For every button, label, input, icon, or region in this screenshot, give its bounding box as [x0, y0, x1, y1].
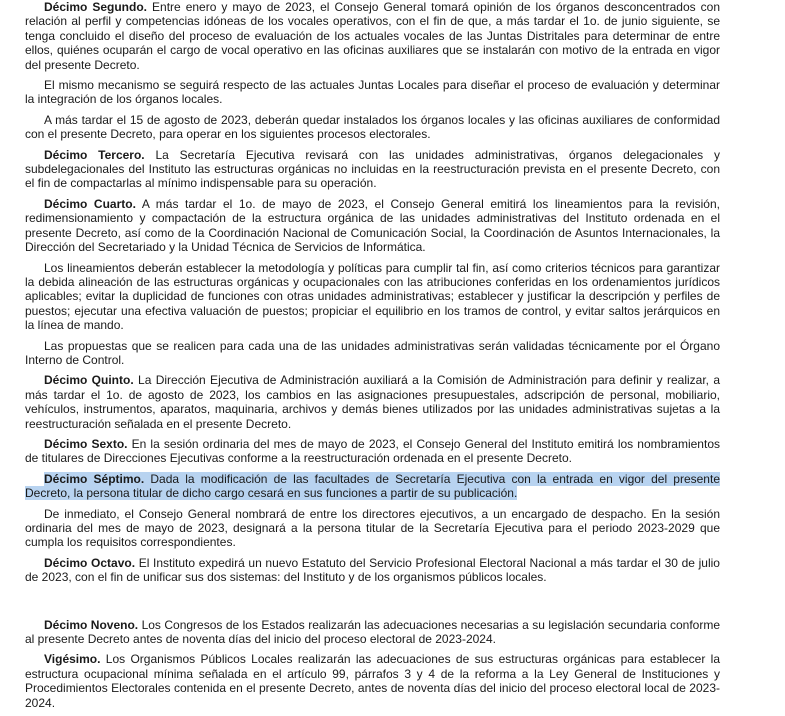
paragraph-decimo-octavo [25, 556, 720, 585]
paragraph-lead: Décimo Cuarto. [44, 196, 136, 211]
paragraph-lead: Vigésimo. [44, 652, 101, 667]
paragraph-decimo-septimo-selected[interactable] [25, 472, 720, 501]
paragraph-decimo-cuarto [25, 197, 720, 255]
paragraph-text: De inmediato, el Consejo General nombrará de entre los directores ejecutivos, a un encargado de despacho. En la sesión ordinaria del mes de mayo de 2023, designará a la persona titular de la Secretaría Ejecutiva para el periodo 2023-2029 que cumpla los requisitos correspondientes. [25, 506, 720, 550]
paragraph-text: Los Congresos de los Estados realizarán las adecuaciones necesarias a su legislación secundaria conforme al presente Decreto antes de noventa días del inicio del proceso electoral de 2023-2024. [25, 617, 720, 647]
paragraph-text: Los lineamientos deberán establecer la metodología y políticas para cumplir tal fin, así como criterios técnicos para garantizar la debida alineación de las estructuras orgánicas y ocupacionales con las atribuciones conferidas en los ordenamientos jurídicos aplicables; evitar la duplicidad de funciones con otras unidades administrativas; establecer y justificar la descripción y perfiles de puestos; ejecutar una efectiva valuación de puestos; propiciar el equilibrio en los tramos de control, y evitar saltos jerárquicos en la línea de mando. [25, 260, 720, 333]
paragraph-decimo-cuarto-cont-1 [25, 261, 720, 333]
paragraph-text: La Secretaría Ejecutiva revisará con las unidades administrativas, órganos delegacionales y subdelegacionales del Instituto las estructuras orgánicas no incluidas en la reestructuración prevista en el presente Decreto, con el fin de compactarlas al mínimo indispensable para su operación. [25, 147, 720, 191]
paragraph-lead: Décimo Quinto. [44, 373, 134, 388]
paragraph-text: En la sesión ordinaria del mes de mayo de 2023, el Consejo General del Instituto emitirá los nombramientos de titulares de Direcciones Ejecutivas conforme a la reestructuración ordenada en el presente Decreto. [25, 436, 720, 466]
paragraph-text: Entre enero y mayo de 2023, el Consejo General tomará opinión de los órganos desconcentrados con relación al perfil y competencias idóneas de los vocales operativos, con el fin de que, a más tardar el 1o. de junio siguiente, se tenga concluido el diseño del proceso de evaluación de los actuales vocales de las Juntas Distritales para determinar de entre ellos, quiénes ocuparán el cargo de vocal operativo en las oficinas auxiliares que se instalarán con motivo de la entrada en vigor del presente Decreto. [25, 0, 721, 72]
paragraph-lead: Décimo Noveno. [44, 617, 139, 632]
paragraph-lead: Décimo Séptimo. [44, 471, 145, 486]
paragraph-text: Los Organismos Públicos Locales realizarán las adecuaciones de sus estructuras orgánicas para establecer la estructura ocupacional mínima señalada en el artículo 99, párrafos 3 y 4 de la reforma a la Ley General de Instituciones y Procedimientos Electorales contenida en el presente Decreto, antes de noventa días del inicio del proceso electoral local de 2023-2024. [25, 652, 720, 710]
paragraph-lead: Décimo Sexto. [44, 436, 128, 451]
paragraph-decimo-sexto [25, 437, 720, 466]
paragraph-decimo-noveno [25, 618, 720, 647]
paragraph-decimo-septimo-cont [25, 507, 720, 550]
paragraph-text: Dada la modificación de las facultades de Secretaría Ejecutiva con la entrada en vigor del presente Decreto, la persona titular de dicho cargo cesará en sus funciones a partir de su publicación. [25, 471, 720, 501]
paragraph-text: El mismo mecanismo se seguirá respecto de las actuales Juntas Locales para diseñar el proceso de evaluación y determinar la integración de los órganos locales. [25, 78, 720, 107]
document-body [25, 0, 720, 716]
paragraph-decimo-segundo-cont-2 [25, 113, 720, 142]
paragraph-lead: Décimo Segundo. [44, 0, 148, 14]
paragraph-lead: Décimo Tercero. [44, 147, 145, 162]
paragraph-decimo-cuarto-cont-2 [25, 339, 720, 368]
paragraph-vigesimo [25, 652, 720, 710]
paragraph-lead: Décimo Octavo. [44, 555, 136, 570]
paragraph-text: Las propuestas que se realicen para cada una de las unidades administrativas serán validadas técnicamente por el Órgano Interno de Control. [25, 338, 720, 367]
paragraph-decimo-tercero [25, 148, 720, 191]
paragraph-text: A más tardar el 15 de agosto de 2023, deberán quedar instalados los órganos locales y las oficinas auxiliares de conformidad con el presente Decreto, para operar en los siguientes procesos electorales. [25, 112, 720, 142]
paragraph-text: A más tardar el 1o. de mayo de 2023, el Consejo General emitirá los lineamientos para la revisión, redimensionamiento y compactación de la estructura orgánica de las unidades administrativas del Instituto ordenada en el presente Decreto, así como de la Coordinación Nacional de Comunicación Social, la Coordinación de Asuntos Internacionales, la Dirección del Secretariado y la Unidad Técnica de Servicios de Informática. [25, 196, 720, 255]
paragraph-decimo-segundo [25, 0, 720, 72]
paragraph-decimo-segundo-cont-1 [25, 78, 720, 107]
paragraph-text: La Dirección Ejecutiva de Administración auxiliará a la Comisión de Administración para definir y realizar, a más tardar el 1o. de agosto de 2023, los cambios en las asignaciones presupuestales, adscripción de personal, mobiliario, vehículos, instrumentos, aparatos, maquinaria, archivos y demás bienes utilizados por las unidades administrativas sujetas a la reestructuración señalada en el presente Decreto. [25, 373, 721, 431]
paragraph-text: El Instituto expedirá un nuevo Estatuto del Servicio Profesional Electoral Nacional a más tardar el 30 de julio de 2023, con el fin de unificar sus dos sistemas: del Instituto y de los organismos públicos locales. [25, 555, 720, 585]
page-gap [25, 591, 720, 618]
paragraph-decimo-quinto [25, 373, 720, 431]
